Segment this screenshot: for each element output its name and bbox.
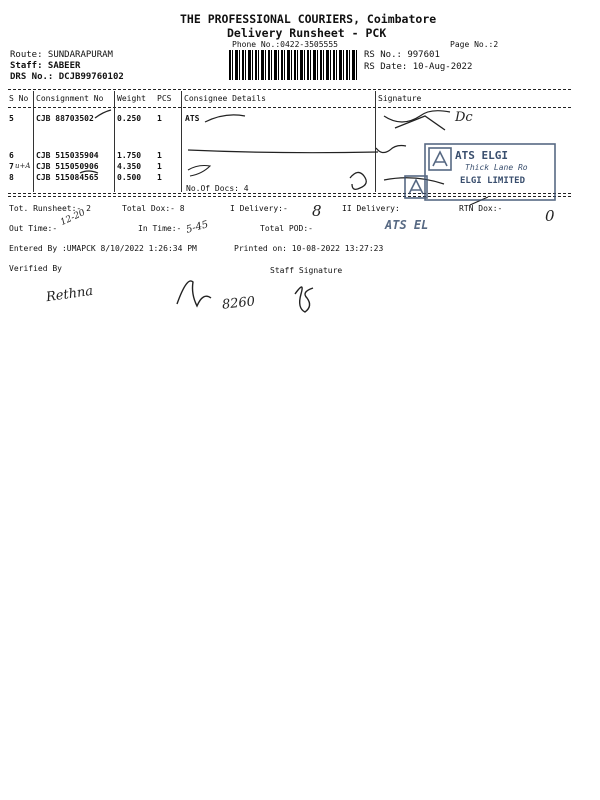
staff-signature-label: Staff Signature xyxy=(270,266,343,275)
stamp-line-4: ATS EL xyxy=(385,218,429,232)
stamp-line-1: ATS ELGI xyxy=(455,149,508,162)
col-header-consignment: Consignment No xyxy=(36,94,104,103)
printed-on: Printed on: 10-08-2022 13:27:23 xyxy=(234,244,384,253)
staff-signature: 8260 xyxy=(221,294,256,313)
in-time: In Time:- xyxy=(138,224,182,233)
entered-by: Entered By :UMAPCK 8/10/2022 1:26:34 PM xyxy=(9,244,197,253)
col-header-pcs: PCS xyxy=(157,94,172,103)
col-header-weight: Weight xyxy=(117,94,146,103)
page-number: Page No.:2 xyxy=(450,40,499,49)
row-sno: 6 xyxy=(9,151,14,160)
rtn-dox: RTN Dox:- xyxy=(459,204,503,213)
row-consignment: CJB 515084565 xyxy=(36,173,99,182)
stamp-line-3: ELGI LIMITED xyxy=(460,176,526,186)
verified-by-signature: Rethna xyxy=(45,283,95,306)
row-pcs: 1 xyxy=(157,114,162,123)
total-dox: Total Dox:- 8 xyxy=(122,204,185,213)
col-header-sno: S No xyxy=(9,94,29,103)
staff-signature-drawing xyxy=(175,272,335,322)
ii-delivery: II Delivery: xyxy=(342,204,400,213)
row-consignment: CJB 515050906 xyxy=(36,162,99,171)
rs-date: RS Date: 10-Aug-2022 xyxy=(364,62,473,72)
row-pcs: 1 xyxy=(157,162,162,171)
row-pcs: 1 xyxy=(157,151,162,160)
row-consignment: CJB 88703502 xyxy=(36,114,94,123)
verified-by-label: Verified By xyxy=(9,264,62,273)
i-delivery: I Delivery:- xyxy=(230,204,288,213)
row-sno: 7 xyxy=(9,162,14,171)
staff-label: Staff: SABEER xyxy=(10,61,81,71)
rtn-dox-value: 0 xyxy=(545,207,555,225)
no-of-docs: No.Of Docs: 4 xyxy=(186,184,249,193)
stamp-line-2: Thick Lane Ro xyxy=(465,163,528,172)
out-time-value: 12-20 xyxy=(59,207,87,229)
row-pcs: 1 xyxy=(157,173,162,182)
rs-number: RS No.: 997601 xyxy=(364,50,440,60)
route-label: Route: SUNDARAPURAM xyxy=(10,50,113,60)
row5-handwritten-note: Dc xyxy=(455,110,473,125)
row-weight: 0.500 xyxy=(117,173,142,182)
row7-handwritten-note: u+A xyxy=(15,162,31,170)
drs-number: DRS No.: DCJB99760102 xyxy=(10,72,124,82)
company-title: THE PROFESSIONAL COURIERS, Coimbatore xyxy=(180,12,437,26)
col-header-signature: Signature xyxy=(378,94,422,103)
phone-number: Phone No.:0422-3505555 xyxy=(232,40,338,49)
runsheet-subtitle: Delivery Runsheet - PCK xyxy=(227,26,387,40)
row-weight: 1.750 xyxy=(117,151,142,160)
col-header-consignee: Consignee Details xyxy=(184,94,266,103)
row-consignee: ATS xyxy=(185,114,200,123)
row-sno: 5 xyxy=(9,114,14,123)
in-time-value: 5-45 xyxy=(184,219,210,236)
row-consignment: CJB 515035904 xyxy=(36,151,99,160)
total-runsheet: Tot. Runsheet:- 2 xyxy=(9,204,91,213)
row-weight: 4.350 xyxy=(117,162,142,171)
out-time: Out Time:- xyxy=(9,224,58,233)
i-delivery-value: 8 xyxy=(312,202,322,220)
total-pod: Total POD:- xyxy=(260,224,313,233)
row-weight: 0.250 xyxy=(117,114,142,123)
row-sno: 8 xyxy=(9,173,14,182)
